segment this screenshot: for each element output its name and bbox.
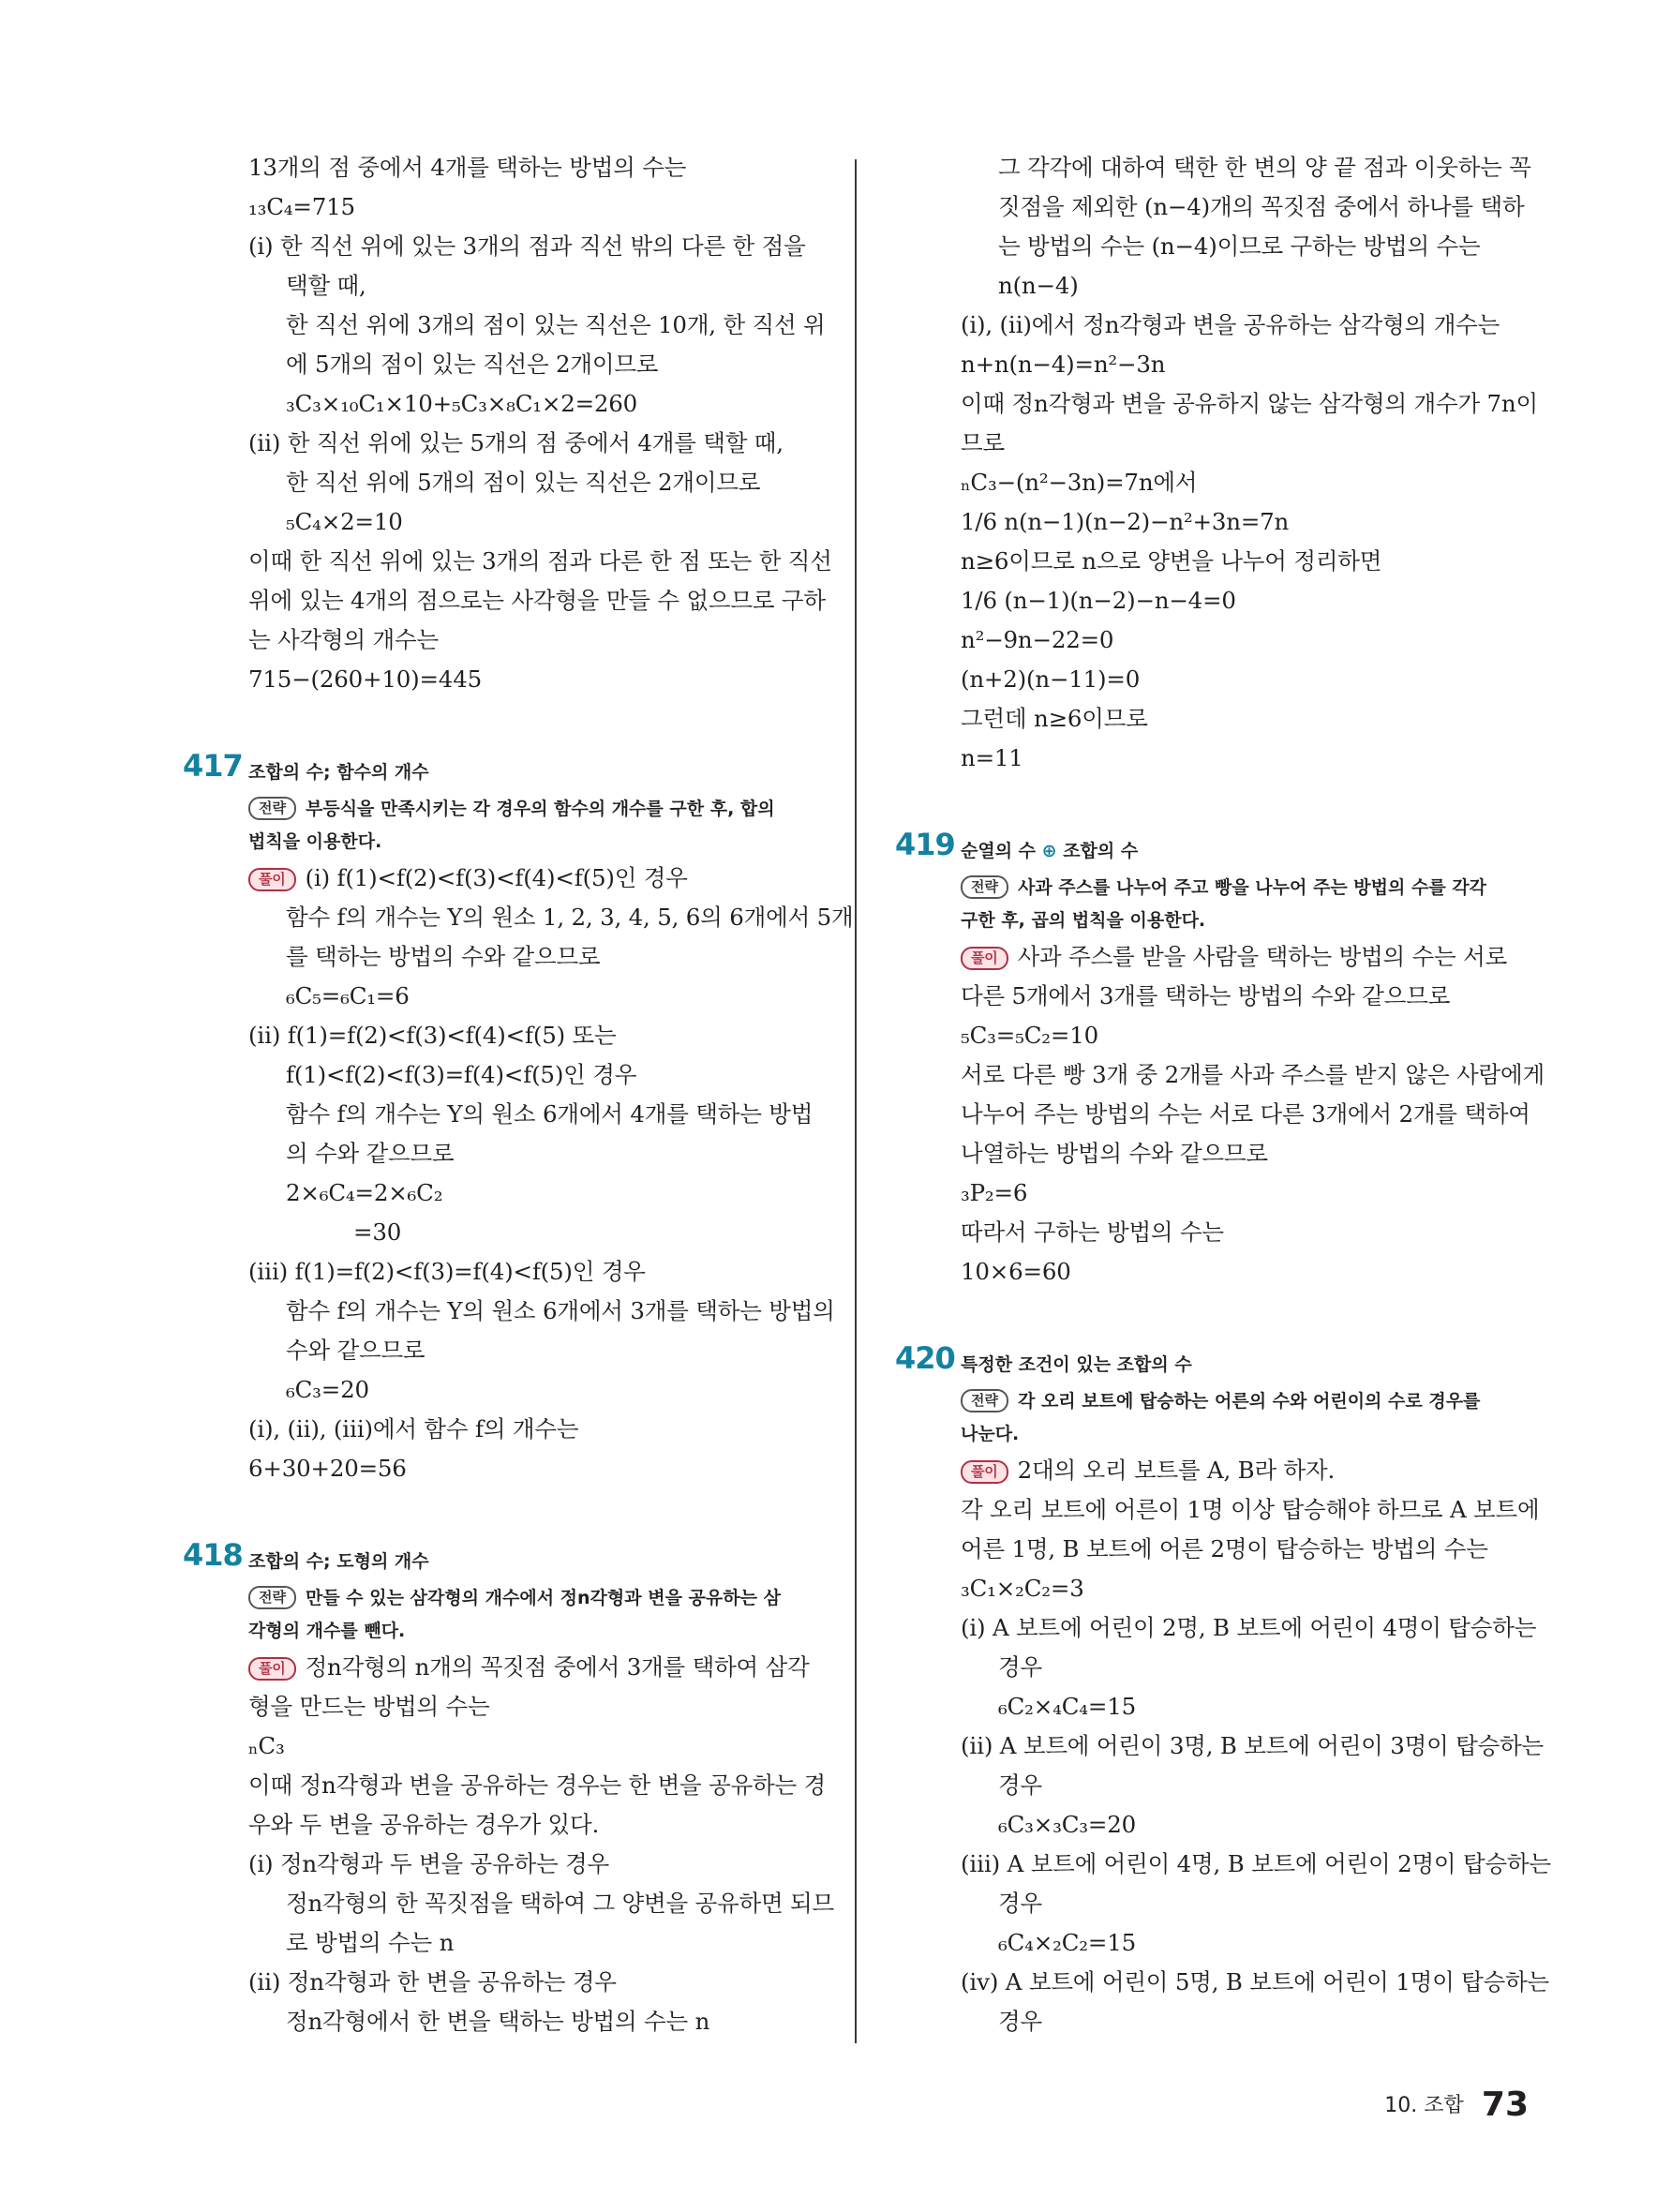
text-line: 각 오리 보트에 어른이 1명 이상 탑승해야 하므로 A 보트에 bbox=[961, 1496, 1540, 1523]
problem-number: 420 bbox=[895, 1340, 955, 1376]
strategy-badge: 전략 bbox=[248, 1586, 296, 1609]
text-line: 이때 한 직선 위에 있는 3개의 점과 다른 한 점 또는 한 직선 bbox=[248, 547, 832, 575]
case-line: (ⅳ) A 보트에 어린이 5명, B 보트에 어린이 1명이 탑승하는 bbox=[961, 1968, 1550, 1995]
page-number: 73 bbox=[1481, 2085, 1529, 2124]
strategy-badge: 전략 bbox=[961, 1389, 1008, 1412]
problem-header bbox=[895, 1338, 1537, 1385]
text-line: 어른 1명, B 보트에 어른 2명이 탑승하는 방법의 수는 bbox=[961, 1535, 1488, 1562]
strategy-line: 전략 만들 수 있는 삼각형의 개수에서 정n각형과 변을 공유하는 삼 bbox=[248, 1582, 825, 1615]
strategy-line: 전략 각 오리 보트에 탑승하는 어른의 수와 어린이의 수로 경우를 bbox=[961, 1385, 1537, 1418]
text-line: 는 사각형의 개수는 bbox=[248, 626, 439, 653]
text-line: 짓점을 제외한 (n−4)개의 꼭짓점 중에서 하나를 택하 bbox=[998, 193, 1525, 220]
formula-line: ₆C₅=₆C₁=6 bbox=[286, 982, 410, 1009]
formula-line: ₆C₂×₄C₄=15 bbox=[998, 1693, 1137, 1720]
problem-title: 특정한 조건이 있는 조합의 수 bbox=[961, 1354, 1192, 1375]
formula-line: ₃C₁×₂C₂=3 bbox=[961, 1575, 1084, 1602]
problem-419 bbox=[895, 825, 1545, 1292]
formula-line: 10×6=60 bbox=[961, 1258, 1071, 1285]
intro-text bbox=[248, 148, 832, 699]
column-divider bbox=[855, 159, 857, 2043]
case-line: (ⅱ) A 보트에 어린이 3명, B 보트에 어린이 3명이 탑승하는 bbox=[961, 1732, 1545, 1759]
text-line: 한 직선 위에 5개의 점이 있는 직선은 2개이므로 bbox=[286, 469, 761, 496]
problem-header bbox=[183, 1535, 825, 1582]
right-column bbox=[895, 148, 1551, 2041]
strategy-line: 나눈다. bbox=[961, 1424, 1020, 1444]
text-line: (ⅰ), (ⅱ)에서 정n각형과 변을 공유하는 삼각형의 개수는 bbox=[961, 311, 1500, 338]
text-line: 정n각형의 한 꼭짓점을 택하여 그 양변을 공유하면 되므 bbox=[286, 1890, 834, 1917]
problem-420 bbox=[895, 1338, 1551, 2041]
strategy-line: 전략 부등식을 만족시키는 각 경우의 함수의 개수를 구한 후, 합의 bbox=[248, 793, 825, 826]
text-line: 나누어 주는 방법의 수는 서로 다른 3개에서 2개를 택하여 bbox=[961, 1100, 1530, 1128]
formula-line: ₅C₃=₅C₂=10 bbox=[961, 1022, 1099, 1049]
text-line: 의 수와 같으므로 bbox=[286, 1140, 455, 1167]
text-line: 로 방법의 수는 n bbox=[286, 1929, 455, 1956]
case-line: (ⅱ) 정n각형과 한 변을 공유하는 경우 bbox=[248, 1968, 617, 1995]
text-line: 따라서 구하는 방법의 수는 bbox=[961, 1218, 1224, 1246]
case-line: (ⅲ) A 보트에 어린이 4명, B 보트에 어린이 2명이 탑승하는 bbox=[961, 1850, 1551, 1877]
text-line: n≥6이므로 n으로 양변을 나누어 정리하면 bbox=[961, 547, 1382, 575]
strategy-line: 법칙을 이용한다. bbox=[248, 831, 382, 852]
problem-header bbox=[895, 825, 1537, 872]
text-line: 그런데 n≥6이므로 bbox=[961, 705, 1148, 732]
formula-line: 2×₆C₄=2×₆C₂ bbox=[286, 1179, 443, 1206]
formula-line: n(n−4) bbox=[998, 272, 1079, 299]
formula-line: ₁₃C₄=715 bbox=[248, 193, 355, 220]
text-line: 에 5개의 점이 있는 직선은 2개이므로 bbox=[286, 351, 659, 378]
formula-line: n+n(n−4)=n²−3n bbox=[961, 351, 1166, 378]
text-line: (ⅰ), (ⅱ), (ⅲ)에서 함수 f의 개수는 bbox=[248, 1415, 579, 1442]
formula-line: ₅C₄×2=10 bbox=[286, 508, 403, 535]
case-line: (ⅱ) f(1)=f(2)<f(3)<f(4)<f(5) 또는 bbox=[248, 1022, 617, 1049]
formula-line: n²−9n−22=0 bbox=[961, 626, 1114, 653]
strategy-badge: 전략 bbox=[961, 875, 1008, 899]
text-line: 위에 있는 4개의 점으로는 사각형을 만들 수 없으므로 구하 bbox=[248, 587, 826, 614]
solution-badge: 풀이 bbox=[961, 947, 1008, 970]
solution-badge: 풀이 bbox=[248, 868, 296, 891]
chapter-label: 10. 조합 bbox=[1384, 2094, 1464, 2117]
text-line: 한 직선 위에 3개의 점이 있는 직선은 10개, 한 직선 위 bbox=[286, 311, 826, 338]
text-line: 우와 두 변을 공유하는 경우가 있다. bbox=[248, 1811, 600, 1838]
text-line: 형을 만드는 방법의 수는 bbox=[248, 1693, 490, 1720]
text-line: 다른 5개에서 3개를 택하는 방법의 수와 같으므로 bbox=[961, 982, 1451, 1009]
text-line: 함수 f의 개수는 Y의 원소 6개에서 4개를 택하는 방법 bbox=[286, 1100, 814, 1128]
formula-line: ₆C₃=20 bbox=[286, 1376, 369, 1403]
text-line: 경우 bbox=[998, 1653, 1042, 1681]
problem-417 bbox=[183, 746, 854, 1488]
text-line: 나열하는 방법의 수와 같으므로 bbox=[961, 1140, 1268, 1167]
text-line: 정n각형에서 한 변을 택하는 방법의 수는 n bbox=[286, 2008, 710, 2035]
text-line: 경우 bbox=[998, 1771, 1042, 1799]
text-line: 는 방법의 수는 (n−4)이므로 구하는 방법의 수는 bbox=[998, 232, 1481, 260]
text-line: 수와 같으므로 bbox=[286, 1337, 425, 1364]
problem-title: 조합의 수; 도형의 개수 bbox=[248, 1551, 429, 1572]
solution-line: 풀이 (ⅰ) f(1)<f(2)<f(3)<f(4)<f(5)인 경우 bbox=[248, 859, 825, 898]
strategy-badge: 전략 bbox=[248, 797, 296, 820]
problem-number: 417 bbox=[183, 748, 243, 784]
text-line: 그 각각에 대하여 택한 한 변의 양 끝 점과 이웃하는 꼭 bbox=[998, 154, 1531, 181]
formula-line: ₃C₃×₁₀C₁×10+₅C₃×₈C₁×2=260 bbox=[286, 390, 638, 417]
page-footer bbox=[1384, 2085, 1529, 2124]
case-line: (ⅱ) 한 직선 위에 있는 5개의 점 중에서 4개를 택할 때, bbox=[248, 429, 784, 456]
formula-line: 1/6 (n−1)(n−2)−n−4=0 bbox=[961, 587, 1236, 614]
case-line: (ⅰ) 정n각형과 두 변을 공유하는 경우 bbox=[248, 1850, 609, 1877]
problem-number: 419 bbox=[895, 827, 955, 862]
solution-line: 풀이 사과 주스를 받을 사람을 택하는 방법의 수는 서로 bbox=[961, 937, 1537, 977]
text-line: 경우 bbox=[998, 1890, 1042, 1917]
formula-line: ₙC₃ bbox=[248, 1732, 285, 1759]
strategy-line: 각형의 개수를 뺀다. bbox=[248, 1621, 406, 1641]
solution-line: 풀이 정n각형의 n개의 꼭짓점 중에서 3개를 택하여 삼각 bbox=[248, 1648, 825, 1687]
formula-line: (n+2)(n−11)=0 bbox=[961, 665, 1141, 693]
text-line: 함수 f의 개수는 Y의 원소 1, 2, 3, 4, 5, 6의 6개에서 5개 bbox=[286, 904, 854, 931]
text-line: 이때 정n각형과 변을 공유하는 경우는 한 변을 공유하는 경 bbox=[248, 1771, 827, 1799]
formula-line: 1/6 n(n−1)(n−2)−n²+3n=7n bbox=[961, 508, 1290, 535]
strategy-line: 전략 사과 주스를 나누어 주고 빵을 나누어 주는 방법의 수를 각각 bbox=[961, 872, 1537, 904]
left-column bbox=[183, 148, 854, 2041]
text-line: 함수 f의 개수는 Y의 원소 6개에서 3개를 택하는 방법의 bbox=[286, 1297, 835, 1324]
problem-418 bbox=[183, 1535, 834, 2041]
text-line: 이때 정n각형과 변을 공유하지 않는 삼각형의 개수가 7n이 bbox=[961, 390, 1538, 417]
text-line: 므로 bbox=[961, 429, 1005, 456]
formula-line: ₙC₃−(n²−3n)=7n에서 bbox=[961, 469, 1198, 496]
strategy-line: 구한 후, 곱의 법칙을 이용한다. bbox=[961, 910, 1206, 931]
text-line: 를 택하는 방법의 수와 같으므로 bbox=[286, 943, 601, 970]
formula-line: ₆C₃×₃C₃=20 bbox=[998, 1811, 1137, 1838]
text-line: 택할 때, bbox=[286, 272, 366, 299]
text-line: 경우 bbox=[998, 2008, 1042, 2035]
case-line: (ⅰ) A 보트에 어린이 2명, B 보트에 어린이 4명이 탑승하는 bbox=[961, 1614, 1537, 1641]
problem-title: 조합의 수; 함수의 개수 bbox=[248, 762, 429, 783]
text-line: 서로 다른 빵 3개 중 2개를 사과 주스를 받지 않은 사람에게 bbox=[961, 1061, 1545, 1088]
problem-title: 순열의 수 ⊕ 조합의 수 bbox=[961, 841, 1139, 861]
problem-number: 418 bbox=[183, 1537, 243, 1573]
problem-418-continued bbox=[961, 148, 1537, 778]
formula-line: 6+30+20=56 bbox=[248, 1455, 407, 1482]
solution-badge: 풀이 bbox=[961, 1460, 1008, 1484]
plus-circle-icon: ⊕ bbox=[1041, 841, 1057, 861]
formula-line: =30 bbox=[353, 1218, 402, 1246]
formula-line: ₃P₂=6 bbox=[961, 1179, 1028, 1206]
case-line: (ⅲ) f(1)=f(2)<f(3)=f(4)<f(5)인 경우 bbox=[248, 1258, 646, 1285]
formula-line: ₆C₄×₂C₂=15 bbox=[998, 1929, 1137, 1956]
problem-header bbox=[183, 746, 825, 793]
text-line: 13개의 점 중에서 4개를 택하는 방법의 수는 bbox=[248, 154, 687, 181]
text-line: f(1)<f(2)<f(3)=f(4)<f(5)인 경우 bbox=[286, 1061, 637, 1088]
solution-badge: 풀이 bbox=[248, 1657, 296, 1681]
formula-line: 715−(260+10)=445 bbox=[248, 665, 482, 693]
case-line: (ⅰ) 한 직선 위에 있는 3개의 점과 직선 밖의 다른 한 점을 bbox=[248, 232, 806, 260]
formula-line: n=11 bbox=[961, 744, 1023, 771]
solution-line: 풀이 2대의 오리 보트를 A, B라 하자. bbox=[961, 1451, 1537, 1490]
